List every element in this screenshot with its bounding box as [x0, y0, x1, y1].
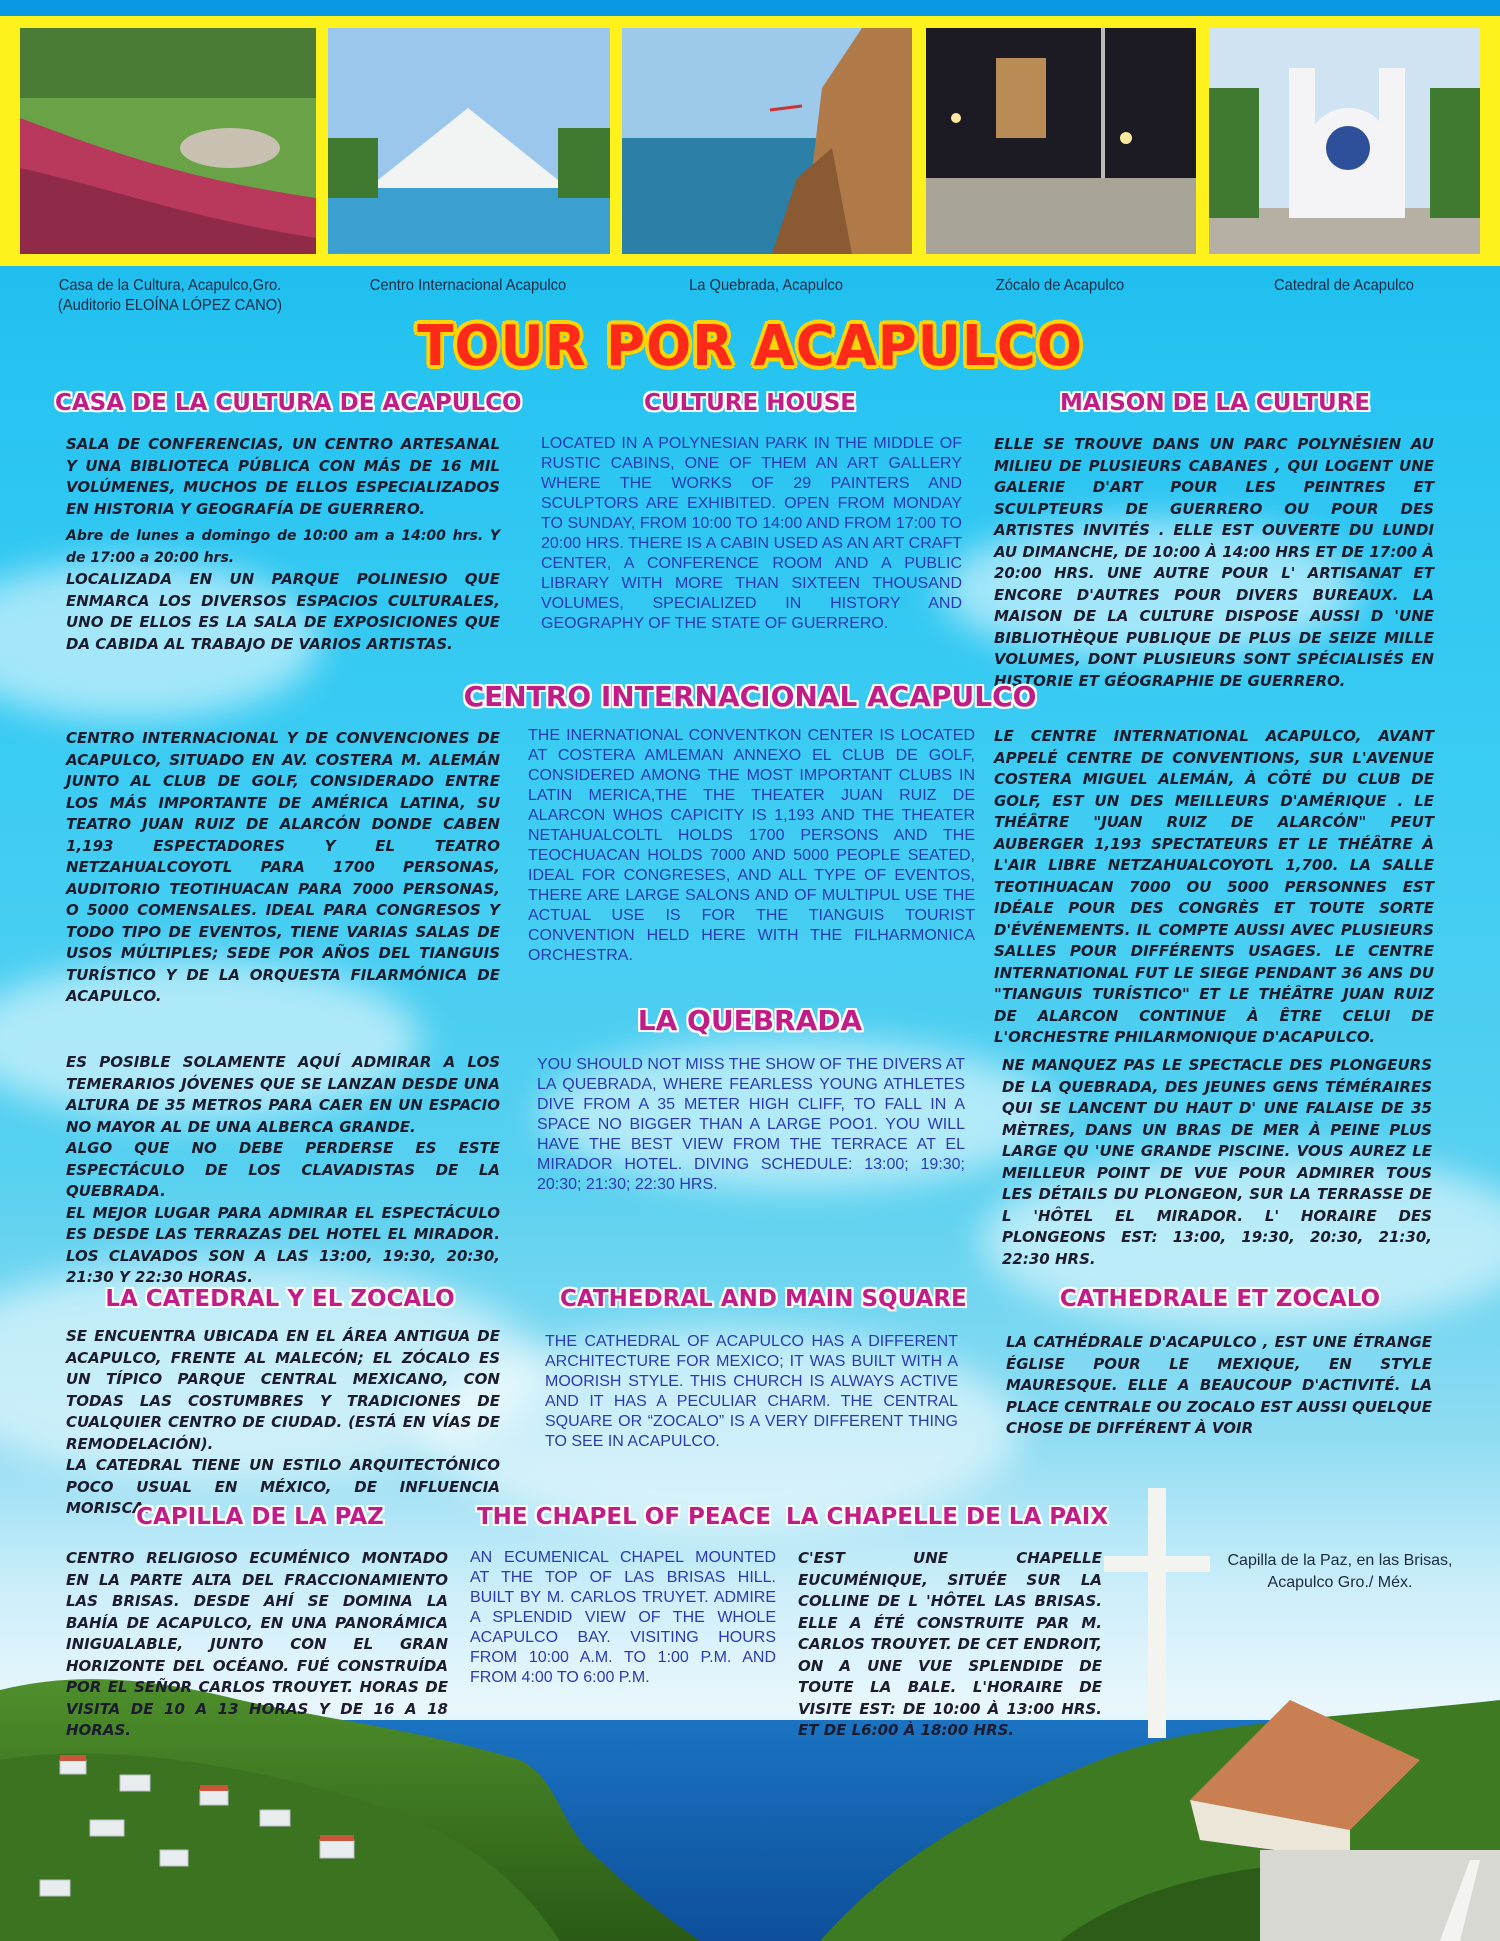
heading-catedral-es: LA CATEDRAL Y EL ZOCALO [105, 1286, 455, 1312]
text-la-quebrada-es: ES POSIBLE SOLAMENTE AQUÍ ADMIRAR A LOS TEMERARIOS JÓVENES QUE SE LANZAN DESDE UNA ALTURA DE 35 METROS PARA CAER EN UN ESPACIO NO MAYOR AL DE UNA ALBERCA GRANDE. ALGO QUE NO DEBE PERDERSE ES ESTE ESPECTÁCULO DE LOS CLAVADISTAS DE LA QUEBRADA. EL MEJOR LUGAR PARA ADMIRAR EL ESPECTÁCULO ES DESDE LAS TERRAZAS DEL HOTEL EL MIRADOR. LOS CLAVADOS SON A LAS 13:00, 19:30, 20:30, 21:30 Y 22:30 HORAS. [66, 1053, 500, 1286]
heading-maison-culture-fr: MAISON DE LA CULTURE [1059, 390, 1371, 416]
heading-cathedrale-fr: CATHEDRALE ET ZOCALO [1059, 1286, 1381, 1312]
text-casa-cultura-es: SALA DE CONFERENCIAS, UN CENTRO ARTESANAL Y UNA BIBLIOTECA PÚBLICA CON MÁS DE 16 MIL VOLÚMENES, MUCHOS DE ELLOS ESPECIALIZADOS EN HISTORIA Y GEOGRAFÍA DE GUERRERO. Abre de lunes a domingo de 10:00 am a 14:00 hrs. Y de 17:00 a 20:00 hrs. LOCALIZADA EN UN PARQUE POLINESIO QUE ENMARCA LOS DIVERSOS ESPACIOS CULTURALES, UNO DE ELLOS ES LA SALA DE EXPOSICIONES QUE DA CABIDA AL TRABAJO DE VARIOS ARTISTAS. [66, 435, 500, 653]
heading-culture-house-en: CULTURE HOUSE [644, 390, 856, 416]
text-chapelle-paix-fr: C'EST UNE CHAPELLE EUCUMÉNIQUE, SITUÉE SUR LA COLLINE DE L 'HÔTEL LAS BRISAS. ELLE A ÉTÉ CONSTRUITE PAR M. CARLOS TROUYET. DE CET ENDROIT, ON A UNE VUE SPLENDIDE DE TOUTE LA BALE. L'HORAIRE DE VISITE EST: DE 10:00 À 13:00 HRS. ET DE L6:00 À 18:00 HRS. [798, 1549, 1102, 1739]
text-catedral-es: SE ENCUENTRA UBICADA EN EL ÁREA ANTIGUA DE ACAPULCO, FRENTE AL MALECÓN; EL ZÓCALO ES UN TÍPICO PARQUE CENTRAL MEXICANO, CON TODAS LAS COSTUMBRES Y TRADICIONES DE CUALQUIER CENTRO DE CIUDAD. (ESTÁ EN VÍAS DE REMODELACIÓN). LA CATEDRAL TIENE UN ESTILO ARQUITECTÓNICO POCO USUAL EN MÉXICO, DE INFLUENCIA MORISCA. [66, 1327, 500, 1517]
caption-centro-internacional: Centro Internacional Acapulco [369, 277, 567, 294]
heading-capilla-paz-es: CAPILLA DE LA PAZ [136, 1504, 384, 1530]
heading-la-quebrada: LA QUEBRADA [637, 1004, 863, 1037]
photo-la-quebrada [622, 28, 912, 254]
page-title: TOUR POR ACAPULCO [417, 314, 1083, 379]
photo-casa-cultura [20, 28, 316, 254]
text-la-quebrada-en: YOU SHOULD NOT MISS THE SHOW OF THE DIVERS AT LA QUEBRADA, WHERE FEARLESS YOUNG ATHLETES DIVE FROM A 35 METER HIGH CLIFF, TO FALL IN A SPACE NO BIGGER THAN A LARGE POO1. YOU WILL HAVE THE BEST VIEW FROM THE TERRACE AT EL MIRADOR HOTEL. DIVING SCHEDULE: 13:00; 19:30; 20:30; 21:30; 22:30 HRS. [537, 1056, 965, 1193]
photo-zocalo [926, 28, 1196, 254]
caption-zocalo: Zócalo de Acapulco [995, 277, 1125, 294]
text-culture-house-en: LOCATED IN A POLYNESIAN PARK IN THE MIDDLE OF RUSTIC CABINS, ONE OF THEM AN ART GALLERY WHERE THE WORKS OF 29 PAINTERS AND SCULPTORS ARE EXHIBITED. OPEN FROM MONDAY TO SUNDAY, FROM 10:00 TO 14:00 AND FROM 17:00 TO 20:00 HRS. THERE IS A CABIN USED AS AN ART CRAFT CENTER, A CONFERENCE ROOM AND A PUBLIC LIBRARY WITH MORE THAN SIXTEEN THOUSAND VOLUMES, SPECIALIZED IN HISTORY AND GEOGRAPHY OF THE STATE OF GUERRERO. [541, 435, 962, 632]
text-cathedrale-fr: LA CATHÉDRALE D'ACAPULCO , EST UNE ÉTRANGE ÉGLISE POUR LE MEXIQUE, EN STYLE MAURESQUE. ELLE A BEAUCOUP D'ACTIVITÉ. LA PLACE CENTRALE OU ZOCALO EST AUSSI QUELQUE CHOSE DE DIFFÉRENT À VOIR [1006, 1333, 1432, 1437]
text-cathedral-en: THE CATHEDRAL OF ACAPULCO HAS A DIFFERENT ARCHITECTURE FOR MEXICO; IT WAS BUILT WITH A MOORISH STYLE. THIS CHURCH IS ALWAYS ACTIVE AND IT HAS A PECULIAR CHARM. THE CENTRAL SQUARE OR “ZOCALO” IS A VERY DIFFERENT THING TO SEE IN ACAPULCO. [545, 1333, 958, 1450]
text-capilla-paz-es: CENTRO RELIGIOSO ECUMÉNICO MONTADO EN LA PARTE ALTA DEL FRACCIONAMIENTO LAS BRISAS. DESDE AHÍ SE DOMINA LA BAHÍA DE ACAPULCO, EN UNA PANORÁMICA INIGUALABLE, JUNTO CON EL GRAN HORIZONTE DEL OCÉANO. FUÉ CONSTRUÍDA POR EL SEÑOR CARLOS TROUYET. HORAS DE VISITA DE 10 A 13 HORAS Y DE 16 A 18 HORAS. [66, 1549, 448, 1739]
text-chapel-peace-en: AN ECUMENICAL CHAPEL MOUNTED AT THE TOP OF LAS BRISAS HILL. BUILT BY M. CARLOS TRUYET. ADMIRE A SPLENDID VIEW OF THE WHOLE ACAPULCO BAY. VISITING HOURS FROM 10:00 A.M. TO 1:00 P.M. AND FROM 4:00 TO 6:00 P.M. [470, 1549, 776, 1686]
heading-cathedral-en: CATHEDRAL AND MAIN SQUARE [560, 1286, 967, 1312]
heading-centro-internacional: CENTRO INTERNACIONAL ACAPULCO [463, 680, 1037, 713]
text-centro-internacional-en: THE INERNATIONAL CONVENTKON CENTER IS LOCATED AT COSTERA AMLEMAN ANNEXO EL CLUB DE GOLF, CONSIDERED AMONG THE MOST IMPORTANT CLUBS IN LATIN MERICA,THE THE THEATER JUAN RUIZ DE ALARCON WHOS CAPICITY IS 1,193 AND THE THEATER NETAHUALCOLTL HOLDS 1700 PERSONS AND THE TEOCHUACAN HOLDS 7000 AND 5000 PEOPLE SEATED, IDEAL FOR CONGRESES, AND ALL TYPE OF EVENTOS, THERE ARE LARGE SALONS AND OF MULTIPUL USE THE ACTUAL USE IS FOR THE TIANGUIS TOURIST CONVENTION HELD HERE WITH THE FILHARMONICA ORCHESTRA. [528, 727, 975, 964]
photo-catedral [1209, 28, 1480, 254]
heading-casa-cultura-es: CASA DE LA CULTURA DE ACAPULCO [55, 390, 522, 416]
caption-la-quebrada: La Quebrada, Acapulco [689, 277, 843, 294]
caption-casa-cultura: Casa de la Cultura, Acapulco,Gro. (Auditorio ELOÍNA LÓPEZ CANO) [57, 277, 283, 314]
photo-strip [0, 16, 1500, 266]
text-maison-culture-fr: ELLE SE TROUVE DANS UN PARC POLYNÉSIEN AU MILIEU DE PLUSIEURS CABANES , QUI LOGENT UNE GALERIE D'ART POUR LES PEINTRES ET SCULPTEURS DE GUERRERO OU POUR DES ARTISTES INVITÉS . ELLE EST OUVERTE DU LUNDI AU DIMANCHE, DE 10:00 À 14:00 HRS ET DE 17:00 À 20:00 HRS. UNE AUTRE POUR L' ARTISANAT ET ENCORE D'AUTRES POUR DIVERS BUREAUX. LA MAISON DE LA CULTURE DISPOSE AUSSI D 'UNE BIBLIOTHÈQUE PUBLIQUE DE PLUS DE SEIZE MILLE VOLUMES, DONT PLUSIEURS SONT SPÉCIALISÉS EN HISTORIE ET GÉOGRAPHIE DE GUERRERO. [994, 435, 1434, 690]
heading-chapelle-paix-fr: LA CHAPELLE DE LA PAIX [786, 1504, 1109, 1530]
caption-capilla-paz-photo: Capilla de la Paz, en las Brisas, Acapulco Gro./ Méx. [1227, 1552, 1453, 1591]
photo-centro-internacional [328, 28, 610, 254]
text-centro-internacional-es: CENTRO INTERNACIONAL Y DE CONVENCIONES DE ACAPULCO, SITUADO EN AV. COSTERA M. ALEMÁN JUNTO AL CLUB DE GOLF, CONSIDERADO ENTRE LOS MÁS IMPORTANTE DE AMÉRICA LATINA, SU TEATRO JUAN RUIZ DE ALARCÓN DONDE CABEN 1,193 ESPECTADORES Y EL TEATRO NETZAHUALCOYOTL PARA 1700 PERSONAS, AUDITORIO TEOTIHUACAN PARA 7000 PERSONAS, O 5000 COMENSALES. IDEAL PARA CONGRESOS Y TODO TIPO DE EVENTOS, TIENE VARIAS SALAS DE USOS MÚLTIPLES; SEDE POR AÑOS DEL TIANGUIS TURÍSTICO Y DE LA ORQUESTA FILARMÓNICA DE ACAPULCO. [66, 729, 500, 1005]
text-centro-internacional-fr: LE CENTRE INTERNATIONAL ACAPULCO, AVANT APPELÉ CENTRE DE CONVENTIONS, SUR L'AVENUE COSTERA MIGUEL ALEMÁN, À CÔTÉ DU CLUB DE GOLF, EST UN DES MEILLEURS D'AMÉRIQUE . LE THÉÂTRE "JUAN RUIZ DE ALARCÓN" PEUT AUBERGER 1,193 SPECTATEURS ET LE THÉÂTRE À L'AIR LIBRE NETZAHUALCOYOTL 1,700. LA SALLE TEOTIHUACAN 7000 OU 5000 PERSONNES EST IDÉALE POUR DES CONGRÈS ET TOUTE SORTE D'ÉVÉNEMENTS. IL COMPTE AUSSI AVEC PLUSIEURS SALLES POUR DIFFÉRENTS USAGES. LE CENTRE INTERNATIONAL FUT LE SIEGE PENDANT 36 ANS DU "TIANGUIS TURÍSTICO" ET LE THÉÂTRE JUAN RUIZ DE ALARCON CONTINUE À ÊTRE CELUI DE L'ORCHESTRE PHILARMONIQUE D'ACAPULCO. [994, 727, 1434, 1046]
heading-chapel-peace-en: THE CHAPEL OF PEACE [476, 1504, 772, 1530]
top-blue-band [0, 0, 1500, 16]
text-la-quebrada-fr: NE MANQUEZ PAS LE SPECTACLE DES PLONGEURS DE LA QUEBRADA, DES JEUNES GENS TÉMÉRAIRES QUI SE LANCENT DU HAUT D' UNE FALAISE DE 35 MÈTRES, DANS UN BRAS DE MER À PEINE PLUS LARGE QU 'UNE GRANDE PISCINE. VOUS AUREZ LE MEILLEUR POINT DE VUE POUR ADMIRER TOUS LES DÉTAILS DU PLONGEON, SUR LA TERRASSE DE L 'HÔTEL EL MIRADOR. L' HORAIRE DES PLONGEONS EST: 13:00, 19:30, 20:30, 21:30, 22:30 HRS. [1002, 1056, 1432, 1268]
caption-catedral: Catedral de Acapulco [1274, 277, 1414, 294]
